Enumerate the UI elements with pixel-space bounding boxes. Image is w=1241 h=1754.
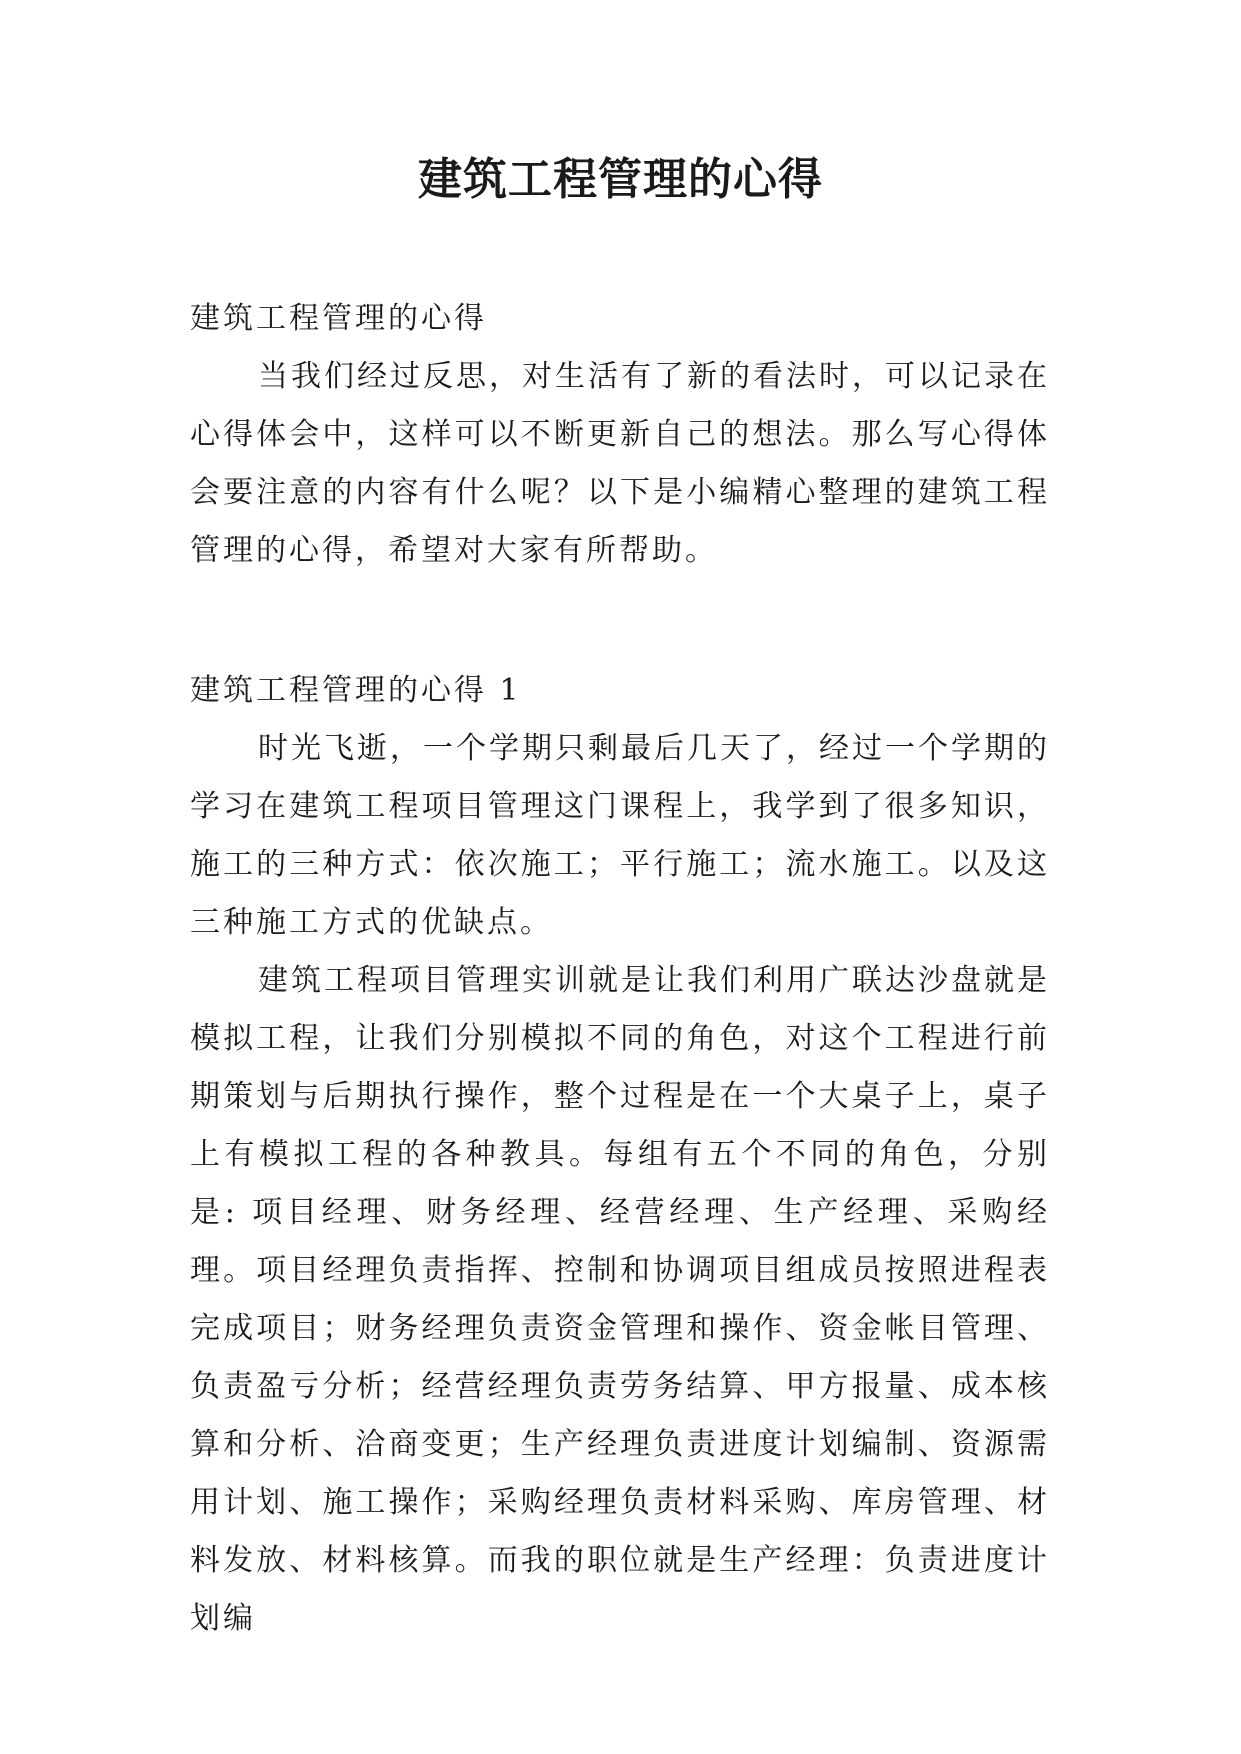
section1-paragraph-1: 时光飞逝，一个学期只剩最后几天了，经过一个学期的学习在建筑工程项目管理这门课程上，我学到了很多知识，施工的三种方式：依次施工；平行施工；流水施工。以及这三种施工方式的优缺点。	[190, 731, 1050, 940]
page-title: 建筑工程管理的心得	[418, 154, 823, 205]
document-body	[190, 290, 1050, 1648]
section1-paragraph-2: 建筑工程项目管理实训就是让我们利用广联达沙盘就是模拟工程，让我们分别模拟不同的角色，对这个工程进行前期策划与后期执行操作，整个过程是在一个大桌子上，桌子上有模拟工程的各种教具。每组有五个不同的角色，分别是: 项目经理、财务经理、经营经理、生产经理、采购经理。项目经理负责指挥、控制和协调项目组成员按照进程表完成项目；财务经理负责资金管理和操作、资金帐目管理、负责盈亏分析；经营经理负责劳务结算、甲方报量、成本核算和分析、洽商变更；生产经理负责进度计划编制、资源需用计划、施工操作；采购经理负责材料采购、库房管理、材料发放、材料核算。而我的职位就是生产经理：负责进度计划编	[190, 963, 1050, 1636]
section1-heading: 建筑工程管理的心得 1	[190, 673, 522, 708]
section-spacer	[190, 580, 1050, 662]
intro-paragraph: 当我们经过反思，对生活有了新的看法时，可以记录在心得体会中，这样可以不断更新自己的想法。那么写心得体会要注意的内容有什么呢？以下是小编精心整理的建筑工程管理的心得，希望对大家有所帮助。	[190, 359, 1050, 568]
intro-heading: 建筑工程管理的心得	[190, 301, 487, 336]
